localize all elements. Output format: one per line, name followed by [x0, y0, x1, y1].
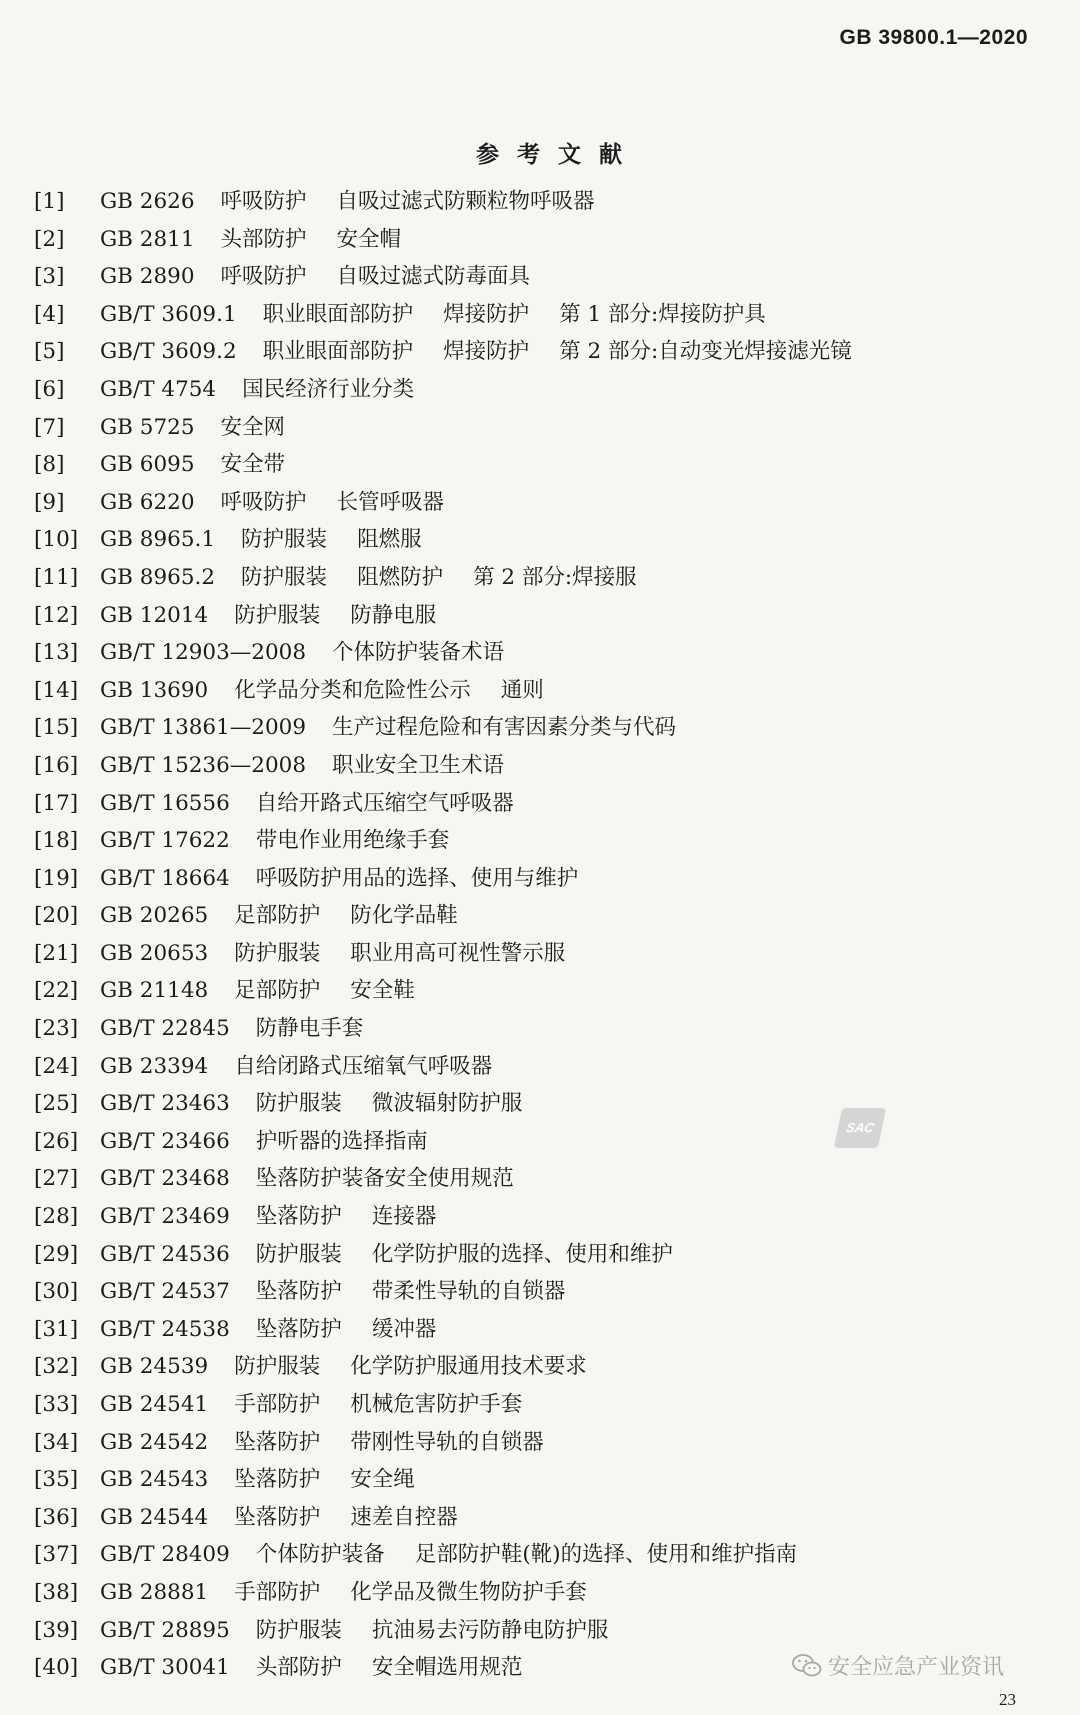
reference-number: [35]: [34, 1467, 79, 1493]
reference-item: [34, 258, 1044, 296]
reference-title-part: 化学防护服通用技术要求: [350, 1354, 587, 1380]
reference-title-part: 坠落防护: [234, 1429, 321, 1455]
reference-number: [29]: [34, 1241, 79, 1267]
reference-item: [34, 1085, 1044, 1123]
reference-title-part: 阻燃防护: [357, 564, 444, 590]
reference-number: [6]: [34, 376, 65, 402]
reference-number: [5]: [34, 339, 65, 365]
wechat-icon: [792, 1653, 822, 1679]
reference-title-part: 防静电服: [350, 602, 437, 628]
reference-item: [34, 1160, 1044, 1198]
reference-code: GB/T 23468: [100, 1166, 230, 1192]
reference-number: [39]: [34, 1617, 79, 1643]
reference-code: GB/T 15236—2008: [100, 752, 307, 778]
section-title: 参考文献: [476, 141, 640, 168]
reference-item: [34, 1574, 1044, 1612]
reference-number: [1]: [34, 189, 65, 214]
reference-number: [20]: [34, 903, 79, 929]
reference-list: [34, 183, 1044, 1687]
reference-title-part: 防化学品鞋: [350, 903, 458, 929]
reference-number: [9]: [34, 489, 65, 515]
reference-item: [34, 1386, 1044, 1424]
reference-number: [21]: [34, 940, 79, 966]
reference-number: [13]: [34, 640, 79, 666]
reference-item: [34, 860, 1044, 898]
reference-title-part: 呼吸防护: [220, 489, 307, 515]
reference-code: GB/T 24537: [100, 1279, 230, 1305]
sac-logo: SAC: [834, 1108, 887, 1148]
reference-number: [27]: [34, 1166, 79, 1192]
reference-code: GB 12014: [100, 602, 209, 628]
reference-title-part: 第 2 部分:焊接服: [473, 564, 637, 590]
reference-number: [23]: [34, 1016, 79, 1042]
reference-number: [11]: [34, 564, 79, 590]
reference-title-part: 手部防护: [234, 1392, 321, 1417]
reference-item: [34, 446, 1044, 484]
reference-item: [34, 409, 1044, 447]
reference-number: [19]: [34, 865, 79, 891]
reference-title-part: 长管呼吸器: [336, 489, 445, 515]
reference-item: [34, 747, 1044, 785]
reference-title-part: 防护服装: [241, 527, 328, 553]
reference-title-part: 化学品分类和危险性公示: [234, 677, 471, 703]
reference-title-part: 抗油易去污防静电防护服: [371, 1617, 609, 1643]
reference-number: [30]: [34, 1279, 79, 1305]
reference-title-part: 带柔性导轨的自锁器: [371, 1279, 566, 1305]
reference-item: [34, 1048, 1044, 1086]
reference-code: GB 21148: [100, 978, 209, 1004]
reference-title-part: 安全网: [220, 414, 286, 440]
reference-title-part: 安全带: [220, 452, 286, 478]
reference-title-part: 自吸过滤式防毒面具: [336, 264, 531, 290]
reference-code: GB 24543: [100, 1467, 209, 1493]
reference-title-part: 焊接防护: [443, 301, 530, 327]
reference-title-part: 个体防护装备: [255, 1542, 385, 1568]
reference-number: [40]: [34, 1655, 79, 1681]
reference-title-part: 足部防护: [234, 978, 321, 1004]
reference-title-part: 呼吸防护: [220, 189, 307, 214]
reference-code: GB/T 4754: [100, 376, 217, 402]
reference-title-part: 护听器的选择指南: [255, 1128, 428, 1154]
reference-item: [34, 371, 1044, 409]
reference-code: GB/T 23469: [100, 1204, 230, 1230]
reference-item: [34, 897, 1044, 935]
reference-code: GB 2890: [100, 264, 195, 290]
reference-code: GB/T 23466: [100, 1128, 230, 1154]
reference-number: [17]: [34, 790, 79, 816]
reference-title-part: 坠落防护: [255, 1316, 342, 1342]
page-number: 23: [999, 1690, 1016, 1709]
reference-code: GB 24544: [100, 1504, 209, 1530]
reference-code: GB 6095: [100, 452, 195, 478]
reference-title-part: 坠落防护: [255, 1204, 342, 1230]
reference-number: [38]: [34, 1579, 79, 1605]
reference-code: GB 2626: [100, 189, 195, 214]
reference-code: GB/T 22845: [100, 1016, 230, 1042]
reference-item: [34, 1499, 1044, 1537]
reference-title-part: 手部防护: [234, 1579, 321, 1605]
reference-item: [34, 333, 1044, 371]
reference-item: [34, 1198, 1044, 1236]
reference-code: GB 2811: [100, 226, 195, 252]
reference-code: GB/T 28895: [100, 1617, 230, 1643]
reference-title-part: 安全帽选用规范: [371, 1655, 523, 1681]
reference-number: [16]: [34, 752, 79, 778]
reference-item: [34, 1010, 1044, 1048]
reference-title-part: 连接器: [371, 1204, 437, 1230]
reference-number: [7]: [34, 414, 65, 440]
reference-title-part: 安全绳: [350, 1467, 415, 1493]
reference-title-part: 防护服装: [234, 602, 321, 628]
reference-code: GB 5725: [100, 414, 195, 440]
reference-title-part: 头部防护: [255, 1655, 342, 1681]
reference-code: GB/T 24538: [100, 1316, 230, 1342]
reference-title-part: 焊接防护: [443, 339, 530, 365]
reference-title-part: 生产过程危险和有害因素分类与代码: [332, 715, 677, 741]
reference-title-part: 缓冲器: [371, 1316, 437, 1342]
reference-title-part: 微波辐射防护服: [371, 1091, 523, 1117]
reference-title-part: 国民经济行业分类: [242, 376, 415, 402]
reference-title-part: 第 1 部分:焊接防护具: [559, 301, 766, 327]
reference-title-part: 化学品及微生物防护手套: [350, 1579, 587, 1605]
reference-number: [8]: [34, 452, 65, 478]
reference-item: [34, 484, 1044, 522]
reference-code: GB 13690: [100, 677, 209, 703]
reference-title-part: 足部防护: [234, 903, 321, 929]
reference-code: GB 23394: [100, 1053, 209, 1079]
reference-title-part: 带刚性导轨的自锁器: [350, 1429, 544, 1455]
reference-code: GB 24539: [100, 1354, 209, 1380]
reference-code: GB/T 23463: [100, 1091, 230, 1117]
reference-number: [2]: [34, 226, 65, 252]
reference-title-part: 坠落防护: [234, 1467, 321, 1493]
reference-code: GB/T 18664: [100, 865, 230, 891]
reference-code: GB 8965.2: [100, 564, 216, 590]
reference-item: [34, 1273, 1044, 1311]
reference-item: [34, 1348, 1044, 1386]
reference-title-part: 坠落防护: [234, 1504, 321, 1530]
reference-title-part: 防护服装: [255, 1091, 342, 1117]
reference-item: [34, 183, 1044, 221]
reference-title-part: 安全帽: [336, 226, 402, 252]
reference-code: GB 28881: [100, 1579, 209, 1605]
reference-item: [34, 221, 1044, 259]
reference-item: [34, 822, 1044, 860]
reference-code: GB/T 3609.2: [100, 339, 237, 365]
reference-title-part: 速差自控器: [350, 1504, 458, 1530]
reference-number: [14]: [34, 677, 79, 703]
reference-item: [34, 634, 1044, 672]
reference-number: [34]: [34, 1429, 79, 1455]
reference-title-part: 职业眼面部防护: [262, 301, 414, 327]
watermark: [792, 1650, 1004, 1681]
reference-title-part: 自吸过滤式防颗粒物呼吸器: [336, 189, 595, 214]
reference-title-part: 第 2 部分:自动变光焊接滤光镜: [559, 339, 852, 365]
reference-title-part: 自给闭路式压缩氧气呼吸器: [234, 1053, 493, 1079]
reference-item: [34, 1236, 1044, 1274]
reference-title-part: 机械危害防护手套: [350, 1392, 523, 1417]
reference-item: [34, 1311, 1044, 1349]
reference-number: [26]: [34, 1128, 79, 1154]
reference-title-part: 呼吸防护用品的选择、使用与维护: [255, 865, 579, 891]
reference-title-part: 呼吸防护: [220, 264, 307, 290]
reference-number: [3]: [34, 264, 65, 290]
reference-number: [4]: [34, 301, 65, 327]
reference-code: GB/T 3609.1: [100, 301, 237, 327]
reference-code: GB/T 12903—2008: [100, 640, 307, 666]
reference-number: [31]: [34, 1316, 79, 1342]
reference-code: GB/T 16556: [100, 790, 230, 816]
reference-title-part: 阻燃服: [357, 527, 422, 553]
reference-code: GB/T 17622: [100, 828, 230, 854]
reference-item: [34, 1424, 1044, 1462]
reference-title-part: 职业眼面部防护: [262, 339, 414, 365]
reference-number: [33]: [34, 1392, 79, 1417]
reference-number: [37]: [34, 1542, 79, 1568]
reference-code: GB 20653: [100, 940, 209, 966]
reference-title-part: 防护服装: [234, 1354, 321, 1380]
reference-title-part: 通则: [500, 677, 544, 703]
reference-code: GB 24541: [100, 1392, 209, 1417]
reference-title-part: 带电作业用绝缘手套: [255, 828, 450, 854]
watermark-text: 安全应急产业资讯: [828, 1655, 1005, 1680]
reference-title-part: 防静电手套: [255, 1016, 364, 1042]
reference-item: [34, 935, 1044, 973]
reference-number: [22]: [34, 978, 79, 1004]
reference-title-part: 化学防护服的选择、使用和维护: [371, 1241, 673, 1267]
reference-title-part: 个体防护装备术语: [332, 640, 505, 666]
reference-title-part: 防护服装: [255, 1617, 342, 1643]
reference-number: [36]: [34, 1504, 79, 1530]
reference-title-part: 防护服装: [255, 1241, 342, 1267]
reference-item: [34, 785, 1044, 823]
reference-item: [34, 672, 1044, 710]
reference-code: GB/T 30041: [100, 1655, 230, 1681]
reference-number: [15]: [34, 715, 79, 741]
reference-title-part: 坠落防护: [255, 1279, 342, 1305]
reference-title-part: 足部防护鞋(靴)的选择、使用和维护指南: [414, 1542, 798, 1568]
reference-number: [28]: [34, 1204, 79, 1230]
reference-title-part: 防护服装: [234, 940, 321, 966]
reference-title-part: 头部防护: [220, 226, 307, 252]
reference-title-part: 职业用高可视性警示服: [350, 940, 566, 966]
reference-item: [34, 559, 1044, 597]
reference-number: [32]: [34, 1354, 79, 1380]
reference-item: [34, 1461, 1044, 1499]
reference-title-part: 职业安全卫生术语: [332, 752, 505, 778]
reference-title-part: 自给开路式压缩空气呼吸器: [255, 790, 514, 816]
reference-code: GB 24542: [100, 1429, 209, 1455]
reference-code: GB/T 24536: [100, 1241, 230, 1267]
reference-number: [10]: [34, 527, 79, 553]
reference-item: [34, 709, 1044, 747]
reference-number: [12]: [34, 602, 79, 628]
standard-code: GB 39800.1—2020: [839, 26, 1028, 49]
reference-title-part: 防护服装: [241, 564, 328, 590]
reference-number: [18]: [34, 828, 79, 854]
reference-item: [34, 972, 1044, 1010]
reference-title-part: 安全鞋: [350, 978, 415, 1004]
reference-item: [34, 1612, 1044, 1650]
reference-code: GB 6220: [100, 489, 195, 515]
reference-item: [34, 1123, 1044, 1161]
reference-number: [24]: [34, 1053, 79, 1079]
reference-item: [34, 597, 1044, 635]
reference-item: [34, 296, 1044, 334]
reference-number: [25]: [34, 1091, 79, 1117]
reference-item: [34, 1536, 1044, 1574]
reference-code: GB/T 28409: [100, 1542, 230, 1568]
reference-code: GB 8965.1: [100, 527, 216, 553]
reference-item: [34, 521, 1044, 559]
reference-code: GB/T 13861—2009: [100, 715, 307, 741]
reference-code: GB 20265: [100, 903, 209, 929]
reference-title-part: 坠落防护装备安全使用规范: [255, 1166, 514, 1192]
